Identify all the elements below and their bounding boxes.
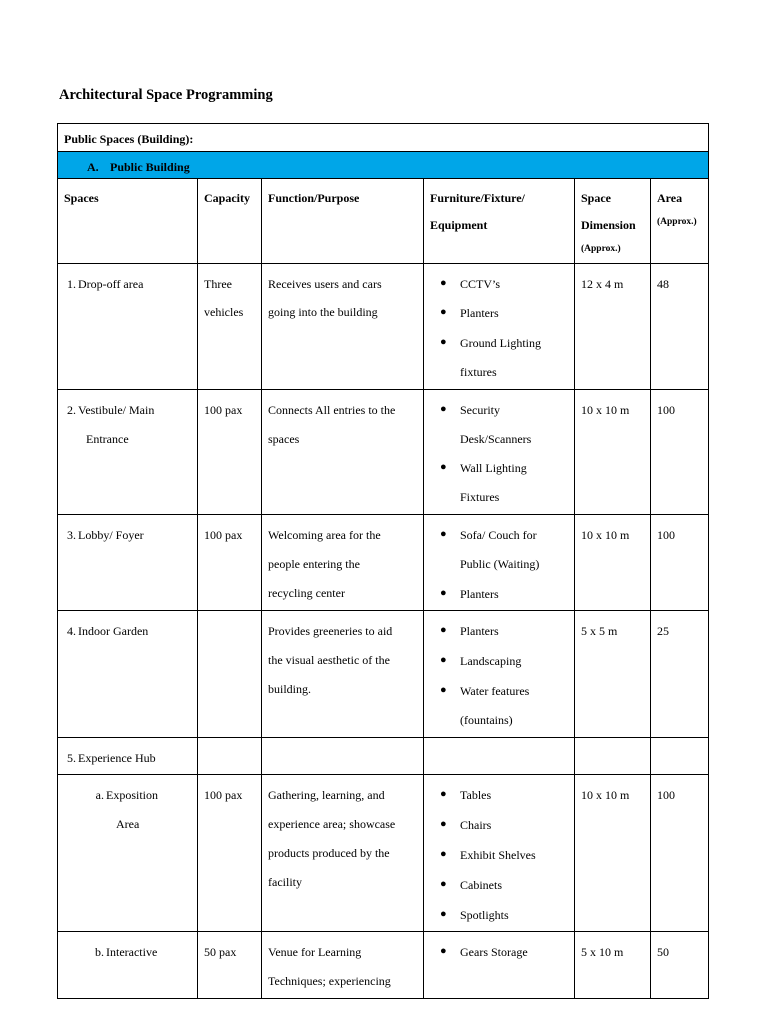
bullet-icon: ●	[440, 847, 447, 860]
header-spaces: Spaces	[58, 179, 198, 263]
list-item: ● Gears Storage	[430, 938, 568, 967]
cell-capacity: 100 pax	[198, 514, 262, 610]
cell-area	[651, 737, 709, 775]
cell-function: Venue for Learning Techniques; experiencing	[262, 932, 424, 999]
furniture-list	[430, 521, 568, 608]
space-number: 2.	[67, 402, 76, 417]
cell-furniture	[424, 737, 575, 775]
document-title: Architectural Space Programming	[59, 87, 273, 103]
table-row	[58, 775, 709, 932]
cell-function	[262, 737, 424, 775]
header-furniture: Furniture/Fixture/ Equipment	[424, 179, 575, 263]
bullet-icon: ●	[440, 654, 447, 667]
cell-furniture	[424, 775, 575, 932]
table-row	[58, 263, 709, 389]
furniture-list	[430, 781, 568, 929]
space-number: a.	[95, 788, 104, 803]
space-number: 3.	[67, 527, 76, 542]
space-programming-table	[57, 123, 709, 999]
list-item: ● Water features (fountains)	[430, 677, 568, 735]
bullet-icon: ●	[440, 336, 447, 349]
cell-dimension: 5 x 10 m	[575, 932, 651, 999]
table-row	[58, 737, 709, 775]
list-item: ● Wall Lighting Fixtures	[430, 454, 568, 512]
header-dimension: Space Dimension (Approx.)	[575, 179, 651, 263]
space-name: Vestibule/ Main	[78, 402, 155, 417]
list-item: ● Cabinets	[430, 871, 568, 900]
cell-function: Provides greeneries to aid the visual aesthetic of the building.	[262, 611, 424, 737]
header-area: Area (Approx.)	[651, 179, 709, 263]
cell-space	[58, 932, 198, 999]
cell-dimension: 10 x 10 m	[575, 775, 651, 932]
cell-space	[58, 514, 198, 610]
space-name: Experience Hub	[78, 750, 156, 765]
cell-area: 100	[651, 389, 709, 514]
space-name: Drop-off area	[78, 276, 144, 291]
list-item: ● Security Desk/Scanners	[430, 396, 568, 454]
table-row	[58, 389, 709, 514]
cell-function: Connects All entries to the spaces	[262, 389, 424, 514]
furniture-list	[430, 270, 568, 387]
cell-space	[58, 775, 198, 932]
list-item: ● Ground Lighting fixtures	[430, 329, 568, 387]
cell-area: 25	[651, 611, 709, 737]
space-name: Lobby/ Foyer	[78, 527, 144, 542]
cell-capacity: 100 pax	[198, 775, 262, 932]
furniture-list	[430, 938, 568, 967]
header-capacity: Capacity	[198, 179, 262, 263]
bullet-icon: ●	[440, 527, 447, 540]
header-function: Function/Purpose	[262, 179, 424, 263]
space-number: 5.	[67, 750, 76, 765]
section-letter: A.	[87, 159, 99, 174]
list-item: ● Planters	[430, 580, 568, 609]
list-item: ● Landscaping	[430, 647, 568, 676]
cell-area: 100	[651, 514, 709, 610]
bullet-icon: ●	[440, 683, 447, 696]
list-item: ● Planters	[430, 617, 568, 646]
list-item: ● CCTV’s	[430, 270, 568, 299]
cell-dimension: 12 x 4 m	[575, 263, 651, 389]
section-band	[58, 151, 709, 179]
cell-dimension	[575, 737, 651, 775]
bullet-icon: ●	[440, 907, 447, 920]
cell-capacity	[198, 611, 262, 737]
cell-capacity	[198, 737, 262, 775]
header-row	[58, 179, 709, 263]
cell-furniture	[424, 389, 575, 514]
space-name: Exposition	[106, 788, 159, 803]
bullet-icon: ●	[440, 461, 447, 474]
cell-furniture	[424, 263, 575, 389]
bullet-icon: ●	[440, 788, 447, 801]
cell-capacity: 50 pax	[198, 932, 262, 999]
bullet-icon: ●	[440, 818, 447, 831]
table-caption: Public Spaces (Building):	[58, 124, 709, 152]
table-caption-row	[58, 124, 709, 152]
bullet-icon: ●	[440, 586, 447, 599]
table-row	[58, 611, 709, 737]
cell-furniture	[424, 611, 575, 737]
space-number: 4.	[67, 624, 76, 639]
space-name-cont: Entrance	[86, 431, 129, 446]
cell-area: 48	[651, 263, 709, 389]
table-row	[58, 932, 709, 999]
cell-function: Receives users and cars going into the building	[262, 263, 424, 389]
section-label: Public Building	[110, 159, 190, 174]
table-row	[58, 514, 709, 610]
furniture-list	[430, 617, 568, 734]
cell-area: 50	[651, 932, 709, 999]
list-item: ● Sofa/ Couch for Public (Waiting)	[430, 521, 568, 579]
cell-dimension: 5 x 5 m	[575, 611, 651, 737]
list-item: ● Chairs	[430, 811, 568, 840]
bullet-icon: ●	[440, 306, 447, 319]
cell-furniture	[424, 514, 575, 610]
cell-furniture	[424, 932, 575, 999]
cell-function: Welcoming area for the people entering the recycling center	[262, 514, 424, 610]
cell-space	[58, 263, 198, 389]
cell-dimension: 10 x 10 m	[575, 389, 651, 514]
bullet-icon: ●	[440, 945, 447, 958]
bullet-icon: ●	[440, 877, 447, 890]
cell-space	[58, 389, 198, 514]
bullet-icon: ●	[440, 624, 447, 637]
cell-capacity: 100 pax	[198, 389, 262, 514]
cell-area: 100	[651, 775, 709, 932]
furniture-list	[430, 396, 568, 512]
cell-space	[58, 611, 198, 737]
cell-function: Gathering, learning, and experience area; showcase products produced by the facility	[262, 775, 424, 932]
list-item: ● Exhibit Shelves	[430, 841, 568, 870]
bullet-icon: ●	[440, 276, 447, 289]
space-number: 1.	[67, 276, 76, 291]
list-item: ● Tables	[430, 781, 568, 810]
space-name: Interactive	[106, 945, 158, 960]
bullet-icon: ●	[440, 402, 447, 415]
cell-dimension: 10 x 10 m	[575, 514, 651, 610]
cell-capacity: Three vehicles	[198, 263, 262, 389]
list-item: ● Spotlights	[430, 901, 568, 930]
space-name: Indoor Garden	[78, 624, 149, 639]
space-name-cont: Area	[116, 817, 140, 832]
list-item: ● Planters	[430, 299, 568, 328]
cell-space	[58, 737, 198, 775]
space-number: b.	[95, 945, 104, 960]
